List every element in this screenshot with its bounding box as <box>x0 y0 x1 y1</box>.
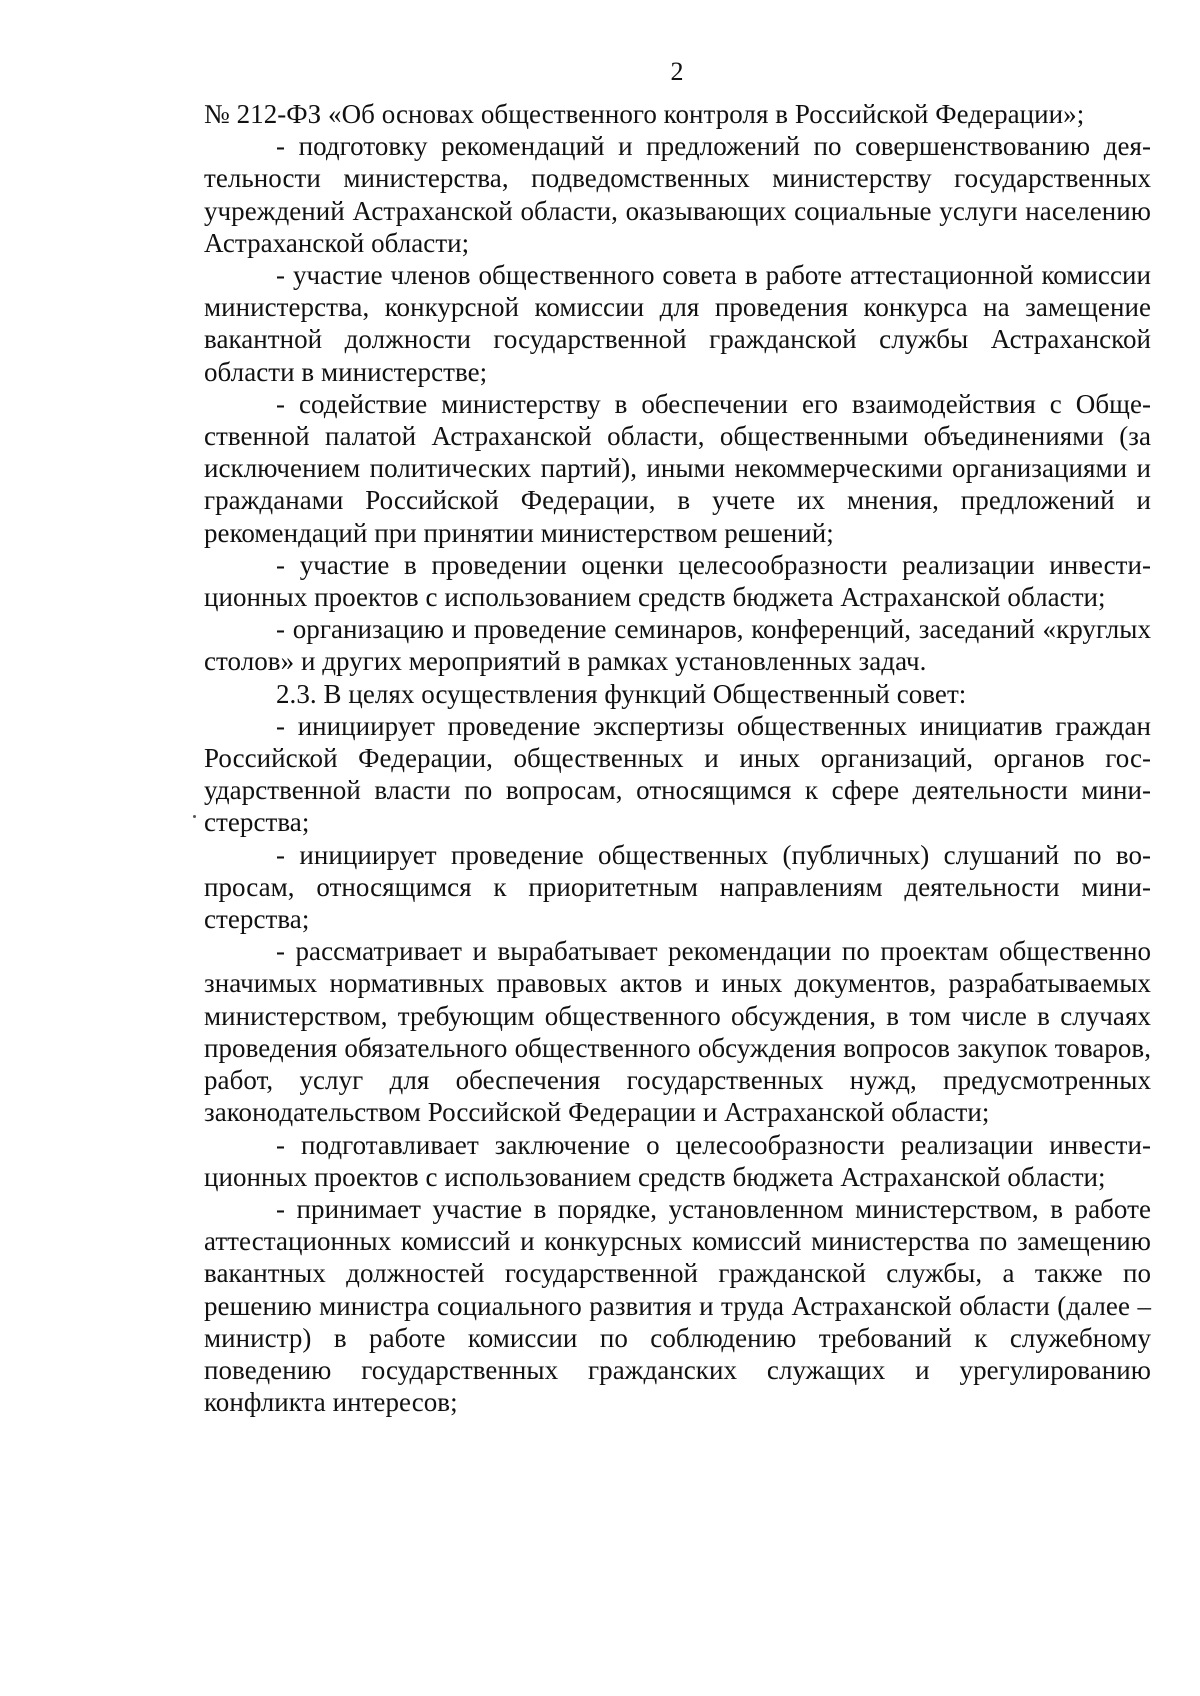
paragraph-2: - подготовку рекомендаций и предложений по совершенствованию деятельности министерства, подведомственных министерству государственных учреждений Астраханской области, оказывающих социальные услуги населению Астраханской области; <box>204 131 1151 258</box>
paragraph-12: - принимает участие в порядке, установленном министерством, в работе аттестационных комиссий и конкурсных комиссий министерства по замещению вакантных должностей государственной гражданской службы, а также по решению министра социального развития и труда Астраханской области (далее – министр) в работе комиссии по соблюдению требований к служебному поведению государственных гражданских служащих и урегулированию конфликта интересов; <box>204 1193 1151 1418</box>
document-body <box>204 98 1151 1418</box>
paragraph-9: - инициирует проведение общественных (публичных) слушаний по вопросам, относящимся к приоритетным направлениям деятельности министерства; <box>204 839 1151 935</box>
paragraph-4: - содействие министерству в обеспечении его взаимодействия с Общественной палатой Астраханской области, общественными объединениями (за исключением политических партий), иными некоммерческими организациями и гражданами Российской Федерации, в учете их мнения, предложений и рекомендаций при принятии министерством решений; <box>204 388 1151 548</box>
paragraph-5: - участие в проведении оценки целесообразности реализации инвестиционных проектов с использованием средств бюджета Астраханской области; <box>204 549 1151 613</box>
paragraph-8: - инициирует проведение экспертизы общественных инициатив граждан Российской Федерации, общественных и иных организаций, органов государственной власти по вопросам, относящимся к сфере деятельности министерства; <box>204 710 1151 838</box>
paragraph-10: - рассматривает и вырабатывает рекомендации по проектам общественно значимых нормативных правовых актов и иных документов, разрабатываемых министерством, требующим общественного обсуждения, в том числе в случаях проведения обязательного общественного обсуждения вопросов закупок товаров, работ, услуг для обеспечения государственных нужд, предусмотренных законодательством Российской Федерации и Астраханской области; <box>204 936 1151 1128</box>
page-number: 2 <box>670 57 684 86</box>
paragraph-1: № 212-ФЗ «Об основах общественного контроля в Российской Федерации»; <box>204 99 1085 129</box>
paragraph-11: - подготавливает заключение о целесообразности реализации инвестиционных проектов с использованием средств бюджета Астраханской области; <box>204 1129 1151 1192</box>
paragraph-6: - организацию и проведение семинаров, конференций, заседаний «круглых столов» и других мероприятий в рамках установленных задач. <box>204 614 1151 677</box>
paragraph-3: - участие членов общественного совета в работе аттестационной комиссии министерства, конкурсной комиссии для проведения конкурса на замещение вакантной должности государственной гражданской службы Астраханской области в министерстве; <box>204 260 1151 387</box>
paragraph-7: 2.3. В целях осуществления функций Общественный совет: <box>276 678 967 709</box>
scan-mark <box>193 815 196 818</box>
